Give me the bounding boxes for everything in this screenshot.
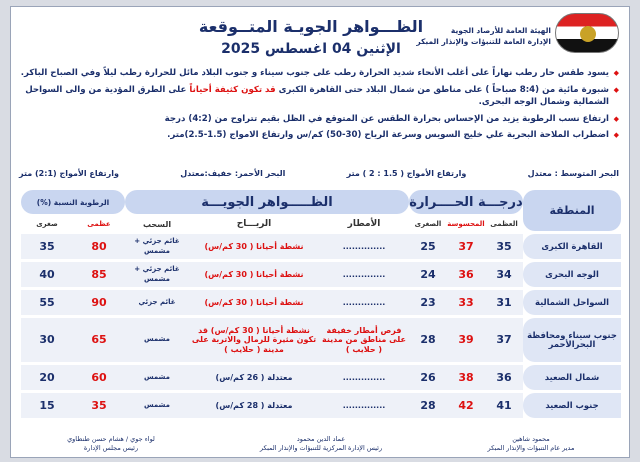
header-phenomena: الظـــــواهر الجويـــة <box>125 190 409 214</box>
signature-left-title: رئيس مجلس الإدارة <box>83 444 139 452</box>
humidity-min-cell: 40 <box>21 262 73 287</box>
header <box>11 7 629 69</box>
bullet-2-text-b: على الطرق المؤدية من والى السواحل الشمالية وشمال الوجه البحرى. <box>25 84 609 107</box>
org-line-1: الهيئة العامة للأرصاد الجوية <box>450 26 551 35</box>
region-cell: السواحل الشمالية <box>523 290 621 315</box>
cloud-cell: غائم جزئي + مشمس <box>125 234 189 259</box>
signature-center-title: رئيس الإدارة المركزية للتنبؤات والإنذار المبكر <box>259 444 383 452</box>
table-row <box>21 393 621 418</box>
signature-left <box>21 435 201 453</box>
med-sea-waves: وارتفاع الأمواج ( 1.5 : 2 ) متر <box>346 169 467 178</box>
table-row <box>21 318 621 362</box>
temp-felt-cell: 36 <box>447 262 485 287</box>
temp-min-cell: 25 <box>409 234 447 259</box>
humidity-max-cell: 65 <box>73 318 125 362</box>
bullet-2-text-a: شبورة مائية من (8:4 صباحاً ) على مناطق من شمال البلاد حتى القاهرة الكبرى <box>278 84 609 95</box>
med-sea-state: البحر المتوسط : معتدل <box>527 169 619 178</box>
cloud-cell: مشمس <box>125 393 189 418</box>
temp-max-cell: 31 <box>485 290 523 315</box>
temp-max-cell: 36 <box>485 365 523 390</box>
humidity-min-cell: 20 <box>21 365 73 390</box>
cloud-cell: غائم جزئي + مشمس <box>125 262 189 287</box>
header-min: الصغرى <box>414 220 442 228</box>
forecast-page <box>10 6 630 458</box>
org-line-2: الإدارة العامة للتنبؤات والإنذار المبكر <box>416 37 551 46</box>
signature-right-title: مدير عام التنبؤات والإنذار المبكر <box>487 444 575 452</box>
humidity-min-cell: 30 <box>21 318 73 362</box>
temp-felt-cell: 42 <box>447 393 485 418</box>
temp-min-cell: 23 <box>409 290 447 315</box>
temp-max-cell: 34 <box>485 262 523 287</box>
region-cell: جنوب الصعيد <box>523 393 621 418</box>
humidity-min-cell: 15 <box>21 393 73 418</box>
region-cell: القاهرة الكبرى <box>523 234 621 259</box>
header-max: العظمى <box>490 220 518 228</box>
humidity-max-cell: 90 <box>73 290 125 315</box>
forecast-table <box>21 187 621 421</box>
table-row <box>21 290 621 315</box>
forecast-bullets <box>19 67 619 146</box>
signature-left-name: لواء جوي / هشام حسن طنطاوي <box>67 435 155 443</box>
temp-max-cell: 35 <box>485 234 523 259</box>
cloud-cell: مشمس <box>125 318 189 362</box>
signature-center-name: عماد الدين محمود <box>296 435 346 443</box>
wind-cell: نشطة أحيانا ( 30 كم/س) قد تكون مثيرة للرمال والاتربة على مدينة ( حلايب ) <box>189 318 319 362</box>
forecast-date: الإثنين 04 اغسطس 2025 <box>221 41 401 57</box>
red-sea-waves: وارتفاع الأمواج (2:1) متر <box>19 169 119 178</box>
rain-cell: .............. <box>319 262 409 287</box>
table-row <box>21 365 621 390</box>
humidity-max-cell: 80 <box>73 234 125 259</box>
region-cell: شمال الصعيد <box>523 365 621 390</box>
wind-cell: نشطة أحيانا ( 30 كم/س) <box>189 290 319 315</box>
table-row <box>21 234 621 259</box>
header-cloud: السحب <box>142 219 172 229</box>
header-hum-max: عظمى <box>87 220 111 228</box>
rain-cell: .............. <box>319 393 409 418</box>
header-hum-min: صغرى <box>36 220 58 228</box>
cloud-cell: غائم جزئي <box>125 290 189 315</box>
header-rain: الأمطار <box>347 219 381 229</box>
humidity-max-cell: 85 <box>73 262 125 287</box>
rain-cell: .............. <box>319 234 409 259</box>
temp-felt-cell: 38 <box>447 365 485 390</box>
region-cell: الوجه البحرى <box>523 262 621 287</box>
footer-signatures <box>21 435 621 453</box>
header-region: المنطقة <box>523 190 621 231</box>
temp-felt-cell: 33 <box>447 290 485 315</box>
wind-cell: معتدلة ( 26 كم/س) <box>189 365 319 390</box>
bullet-3: ◆ ارتفاع نسب الرطوبة يزيد من الإحساس بحرارة الطقس عن المتوقع في الظل بقيم تتراوح من (4:2) درجة <box>19 113 619 126</box>
signature-right-name: محمود شاهين <box>512 435 550 443</box>
header-temperature: درجـــة الحــــرارة <box>409 190 523 214</box>
humidity-max-cell: 35 <box>73 393 125 418</box>
page-title: الظـــواهر الجويـة المتــوقعة <box>198 17 424 36</box>
temp-max-cell: 41 <box>485 393 523 418</box>
signature-right <box>441 435 621 453</box>
humidity-max-cell: 60 <box>73 365 125 390</box>
temp-min-cell: 24 <box>409 262 447 287</box>
region-cell: جنوب سيناء ومحافظة البحرالأحمر <box>523 318 621 362</box>
header-humidity: الرطوبة النسبة (%) <box>21 190 125 214</box>
header-wind: الريـــاح <box>236 219 272 229</box>
temp-felt-cell: 37 <box>447 234 485 259</box>
rain-cell: .............. <box>319 290 409 315</box>
bullet-1: ◆ يسود طقس حار رطب نهاراً على أغلب الأنحاء شديد الحرارة رطب على جنوب سيناء و جنوب البلاد مائل للحرارة رطب ليلاً وفي الصباح الباكر. <box>19 67 619 80</box>
wind-cell: نشطة أحيانا ( 30 كم/س) <box>189 234 319 259</box>
sea-status <box>19 169 619 178</box>
wind-cell: معتدلة ( 28 كم/س) <box>189 393 319 418</box>
temp-min-cell: 28 <box>409 393 447 418</box>
header-felt: المحسوسة <box>447 220 485 228</box>
temp-min-cell: 26 <box>409 365 447 390</box>
rain-cell: .............. <box>319 365 409 390</box>
egypt-flag-logo-icon <box>555 13 619 53</box>
table-row <box>21 262 621 287</box>
bullet-2-highlight: قد تكون كثيفة أحياناً <box>189 84 276 95</box>
signature-center <box>231 435 411 453</box>
humidity-min-cell: 55 <box>21 290 73 315</box>
bullet-4: ◆ اضطراب الملاحة البحرية علي خليج السويس وسرعة الرياح (30-50) كم/س وارتفاع الامواج (1.5-2.5)متر. <box>19 129 619 142</box>
rain-cell: فرص أمطار خفيفة على مناطق من مدينة ( حلايب ) <box>319 318 409 362</box>
temp-max-cell: 37 <box>485 318 523 362</box>
cloud-cell: مشمس <box>125 365 189 390</box>
bullet-2 <box>19 84 619 109</box>
red-sea-state: البحر الأحمر: خفيف:معتدل <box>180 169 286 178</box>
temp-min-cell: 28 <box>409 318 447 362</box>
temp-felt-cell: 39 <box>447 318 485 362</box>
wind-cell: نشطة أحيانا ( 30 كم/س) <box>189 262 319 287</box>
humidity-min-cell: 35 <box>21 234 73 259</box>
